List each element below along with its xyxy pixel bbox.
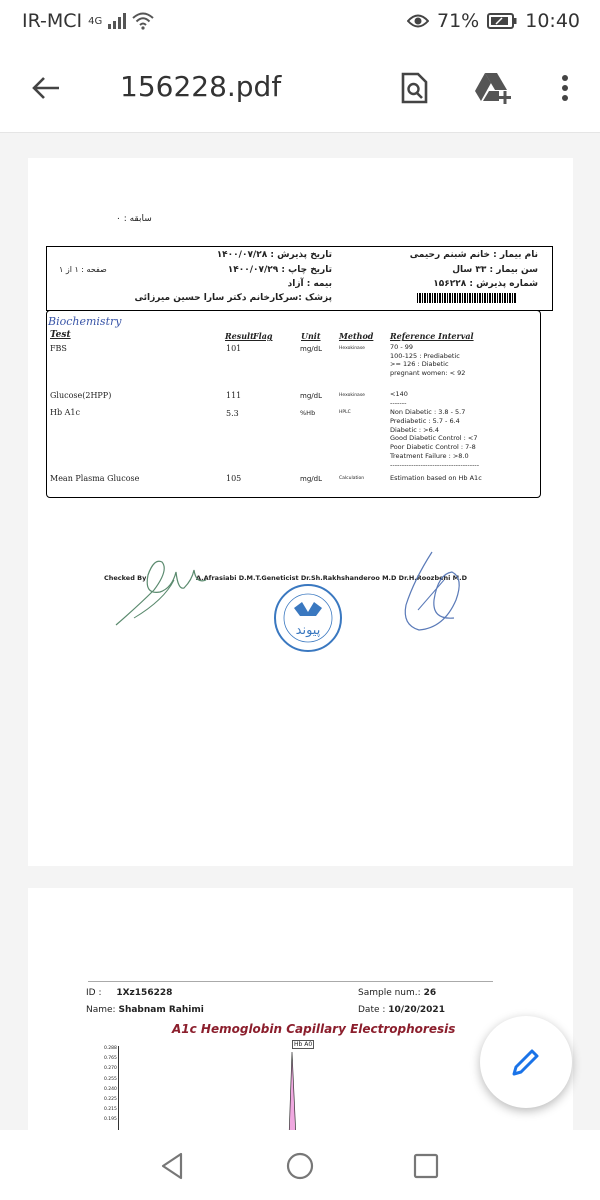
edit-pencil-icon bbox=[510, 1046, 542, 1078]
drive-add-icon bbox=[473, 71, 513, 105]
row-mpg-test: Mean Plasma Glucose bbox=[50, 474, 140, 483]
row-hba1c-method: HPLC bbox=[339, 410, 351, 415]
name-row: Name: Shabnam Rahimi bbox=[86, 1005, 204, 1015]
battery-icon bbox=[487, 13, 517, 29]
pdf-page-1[interactable] bbox=[28, 158, 573, 866]
lab-stamp bbox=[272, 582, 344, 654]
battery-percent: 71% bbox=[437, 10, 480, 32]
insurance: بیمه : آزاد bbox=[287, 279, 332, 289]
nav-home-button[interactable] bbox=[280, 1148, 320, 1184]
row-mpg-unit: mg/dL bbox=[300, 475, 322, 483]
y-tick-label: 0.765 bbox=[104, 1056, 117, 1062]
signature-1 bbox=[114, 550, 214, 630]
y-tick-label: 0.225 bbox=[104, 1097, 117, 1102]
arrow-back-icon bbox=[32, 76, 60, 100]
header-method: Method bbox=[339, 331, 374, 341]
header-test: Test bbox=[50, 330, 71, 340]
header-flag: Flag bbox=[253, 331, 273, 341]
row-fbs-method: Hexokinase bbox=[339, 346, 365, 351]
add-to-drive-button[interactable] bbox=[470, 66, 516, 110]
stamp-text: پیوند bbox=[295, 623, 321, 638]
admission-number: شماره پذیرش : ۱۵۶۲۲۸ bbox=[433, 279, 538, 289]
barcode bbox=[417, 293, 517, 303]
row-mpg-reference: Estimation based on Hb A1c bbox=[390, 474, 482, 482]
header-rule bbox=[88, 981, 493, 982]
sample-row: Sample num.: 26 bbox=[358, 988, 437, 998]
nav-recents-button[interactable] bbox=[406, 1148, 446, 1184]
signatories: A.Afrasiabi D.M.T.Geneticist Dr.Sh.Rakhshanderoo M.D Dr.H.Roozbehi M.D bbox=[196, 574, 467, 582]
admission-date: تاریخ پذیرش : ۱۴۰۰/۰۷/۲۸ bbox=[216, 250, 332, 260]
more-options-button[interactable] bbox=[550, 66, 580, 110]
patient-age: سن بیمار : ۳۳ سال bbox=[452, 265, 538, 275]
square-recents-icon bbox=[413, 1153, 439, 1179]
app-bar bbox=[0, 40, 600, 133]
section-title: Biochemistry bbox=[48, 315, 122, 328]
y-tick-label: 0.255 bbox=[104, 1076, 117, 1082]
triangle-back-icon bbox=[160, 1152, 184, 1180]
y-tick-label: 0.195 bbox=[104, 1117, 117, 1123]
eye-icon bbox=[407, 13, 429, 29]
y-axis bbox=[118, 1046, 119, 1130]
header-reference: Reference Interval bbox=[390, 331, 474, 341]
patient-name: نام بیمار : خانم شبنم رحیمی bbox=[409, 250, 538, 260]
row-hba1c-test: Hb A1c bbox=[50, 408, 80, 417]
wifi-icon bbox=[132, 12, 154, 30]
back-button[interactable] bbox=[24, 66, 68, 110]
y-tick-label: 0.288 bbox=[104, 1046, 117, 1051]
results-table bbox=[46, 310, 541, 498]
row-fbs-unit: mg/dL bbox=[300, 345, 322, 353]
row-glucose-unit: mg/dL bbox=[300, 392, 322, 400]
y-tick-label: 0.215 bbox=[104, 1107, 117, 1113]
status-bar bbox=[0, 0, 600, 40]
find-in-file-button[interactable] bbox=[392, 66, 436, 110]
network-type: 4G bbox=[88, 15, 103, 27]
find-in-page-icon bbox=[400, 72, 428, 104]
row-mpg-result: 105 bbox=[226, 474, 242, 483]
date-row: Date : 10/20/2021 bbox=[358, 1005, 445, 1015]
clock: 10:40 bbox=[525, 10, 580, 32]
carrier-label: IR-MCI bbox=[22, 10, 83, 32]
nav-back-button[interactable] bbox=[152, 1148, 192, 1184]
peak-label: Hb A0 bbox=[294, 1041, 313, 1048]
signature-2 bbox=[394, 550, 474, 640]
edit-fab[interactable] bbox=[480, 1016, 572, 1108]
row-mpg-method: Calculation bbox=[339, 476, 365, 481]
pdf-page-2[interactable] bbox=[28, 888, 573, 1130]
y-tick-label: 0.240 bbox=[104, 1086, 117, 1092]
header-result: Result bbox=[225, 331, 254, 341]
id-row: ID : 1Xz156228 bbox=[86, 988, 173, 998]
circle-home-icon bbox=[286, 1152, 314, 1180]
physician: پزشک :سرکارخانم دکتر سارا حسین میرزائی bbox=[134, 293, 332, 303]
row-glucose-method: Hexokinase bbox=[339, 393, 365, 398]
checked-by-label: Checked By bbox=[104, 574, 147, 582]
more-vert-icon bbox=[561, 74, 569, 102]
chart-title: A1c Hemoglobin Capillary Electrophoresis bbox=[172, 1022, 456, 1036]
header-unit: Unit bbox=[301, 331, 321, 341]
hba0-peak bbox=[283, 1048, 303, 1130]
row-glucose-reference: <140 ------- bbox=[390, 390, 408, 407]
y-tick-label: 0.270 bbox=[104, 1066, 117, 1072]
signal-icon bbox=[108, 13, 126, 29]
row-glucose-result: 111 bbox=[226, 391, 242, 400]
file-title: 156228.pdf bbox=[120, 70, 282, 103]
row-hba1c-result: 5.3 bbox=[226, 409, 239, 418]
print-date: تاریخ چاپ : ۱۴۰۰/۰۷/۲۹ bbox=[227, 265, 332, 275]
row-hba1c-reference: Non Diabetic : 3.8 - 5.7 Prediabetic : 5.7 - 6.4 Diabetic : >6.4 Good Diabetic Control : <7 Poor Diabetic Control : 7-8 Treatment Failure : >8.0 -------------------------------------- bbox=[390, 408, 480, 469]
row-glucose-test: Glucose(2HPP) bbox=[50, 391, 112, 400]
history-label: سابقه : ۰ bbox=[116, 214, 152, 224]
row-fbs-reference: 70 - 99 100-125 : Prediabetic >= 126 : Diabetic pregnant women: < 92 bbox=[390, 343, 466, 377]
patient-info-box bbox=[46, 246, 553, 311]
row-hba1c-unit: %Hb bbox=[300, 409, 316, 417]
row-fbs-result: 101 bbox=[226, 344, 242, 353]
page-number: صفحه : ۱ از ۱ bbox=[59, 265, 107, 274]
row-fbs-test: FBS bbox=[50, 344, 67, 353]
navigation-bar bbox=[0, 1130, 600, 1200]
